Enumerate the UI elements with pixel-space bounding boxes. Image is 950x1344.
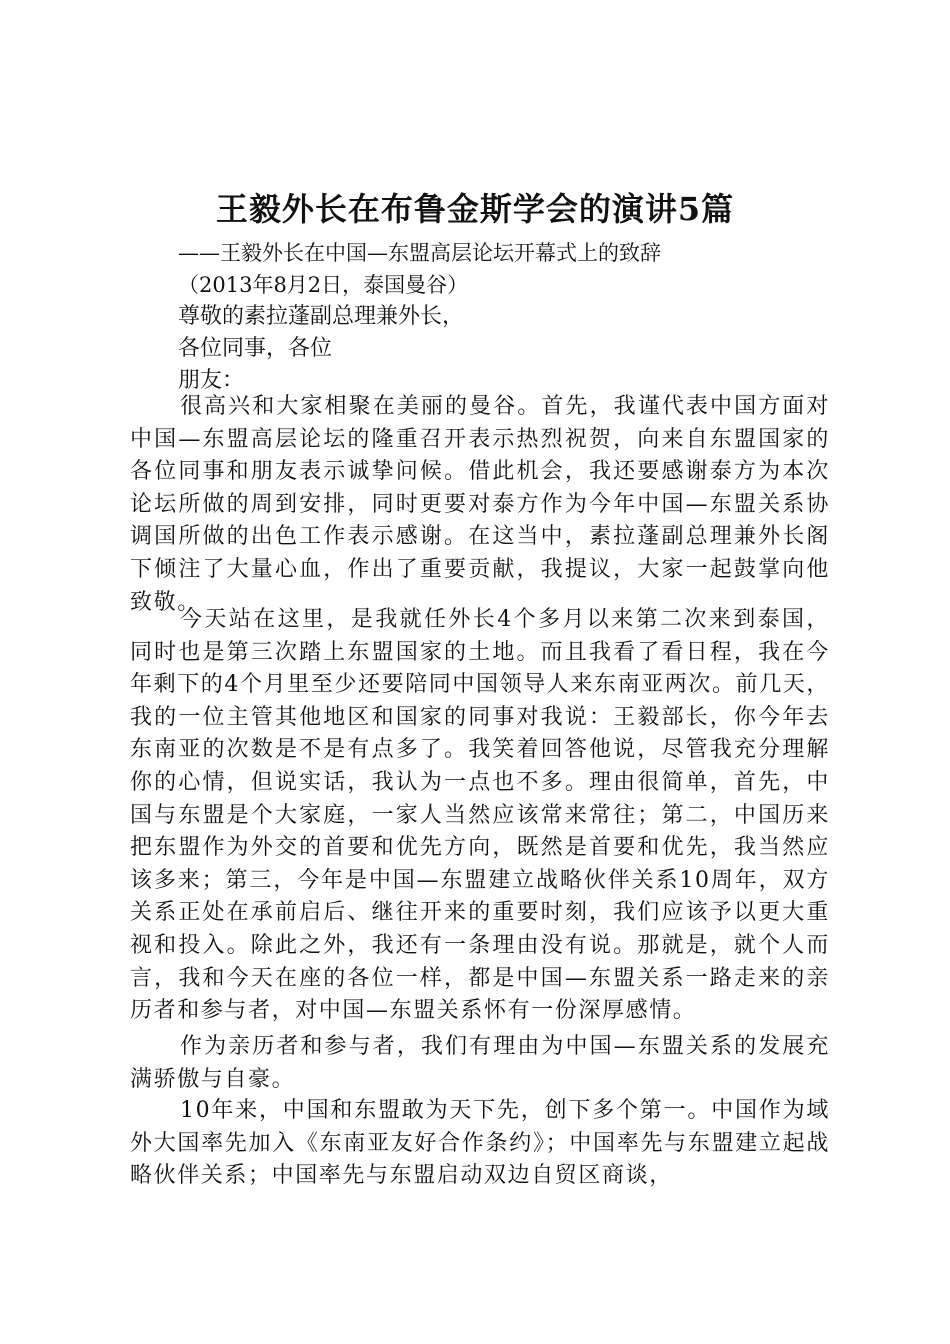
body-paragraph-3: 作为亲历者和参与者，我们有理由为中国—东盟关系的发展充满骄傲与自豪。 bbox=[130, 1034, 830, 1092]
body-paragraph-4: 10年来，中国和东盟敢为天下先，创下多个第一。中国作为域外大国率先加入《东南亚友好合作条约》；中国率先与东盟建立起战略伙伴关系；中国率先与东盟启动双边自贸区商谈， bbox=[130, 1098, 830, 1189]
document-title: 王毅外长在布鲁金斯学会的演讲5篇 bbox=[215, 190, 735, 228]
body-paragraph-1: 很高兴和大家相聚在美丽的曼谷。首先，我谨代表中国方面对中国—东盟高层论坛的隆重召开表示热烈祝贺，向来自东盟国家的各位同事和朋友表示诚挚问候。借此机会，我还要感谢泰方为本次论坛所做的周到安排，同时更要对泰方作为今年中国—东盟关系协调国所做的出色工作表示感谢。在这当中，素拉蓬副总理兼外长阁下倾注了大量心血，作出了重要贡献，我提议，大家一起鼓掌向他致敬。 bbox=[130, 394, 830, 615]
speech-date-location: （2013年8月2日，泰国曼谷） bbox=[178, 273, 469, 297]
speech-subtitle: ——王毅外长在中国—东盟高层论坛开幕式上的致辞 bbox=[178, 241, 661, 265]
body-paragraph-2: 今天站在这里，是我就任外长4个多月以来第二次来到泰国，同时也是第三次踏上东盟国家的土地。而且我看了看日程，我在今年剩下的4个月里至少还要陪同中国领导人来东南亚两次。前几天，我的一位主管其他地区和国家的同事对我说：王毅部长，你今年去东南亚的次数是不是有点多了。我笑着回答他说，尽管我充分理解你的心情，但说实话，我认为一点也不多。理由很简单，首先，中国与东盟是个大家庭，一家人当然应该常来常往；第二，中国历来把东盟作为外交的首要和优先方向，既然是首要和优先，我当然应该多来；第三，今年是中国—东盟建立战略伙伴关系10周年，双方关系正处在承前启后、继往开来的重要时刻，我们应该予以更大重视和投入。除此之外，我还有一条理由没有说。那就是，就个人而言，我和今天在座的各位一样，都是中国—东盟关系一路走来的亲历者和参与者，对中国—东盟关系怀有一份深厚感情。 bbox=[130, 607, 830, 1024]
salutation-line-3: 朋友： bbox=[178, 368, 245, 393]
salutation-line-2: 各位同事，各位 bbox=[178, 336, 333, 361]
salutation-line-1: 尊敬的素拉蓬副总理兼外长， bbox=[178, 304, 465, 329]
